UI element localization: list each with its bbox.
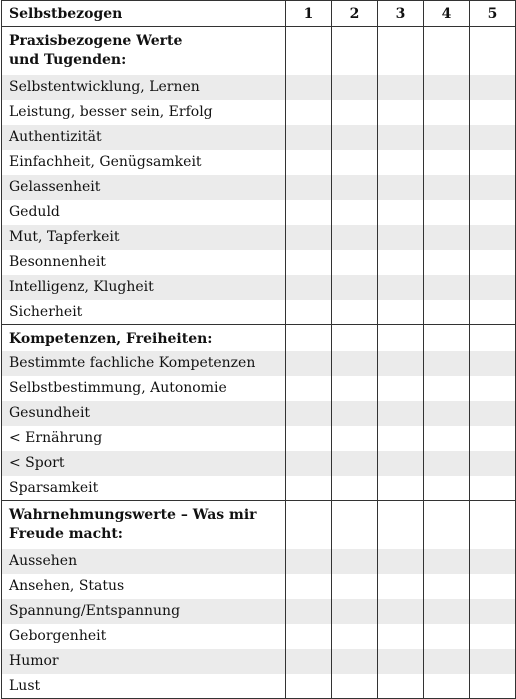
rating-cell-2[interactable]	[332, 401, 378, 426]
rating-cell-2[interactable]	[332, 125, 378, 150]
rating-cell-4[interactable]	[424, 250, 470, 275]
rating-cell-3[interactable]	[378, 351, 424, 376]
column-header-5: 5	[470, 1, 516, 27]
rating-cell-4[interactable]	[424, 325, 470, 351]
value-label: < Sport	[2, 451, 286, 476]
group-heading: Praxisbezogene Werte und Tugenden:	[2, 27, 286, 75]
rating-cell-4[interactable]	[424, 300, 470, 325]
value-label: Lust	[2, 674, 286, 699]
value-label: Sparsamkeit	[2, 476, 286, 501]
rating-cell-3[interactable]	[378, 476, 424, 501]
rating-cell-5[interactable]	[470, 200, 516, 225]
rating-cell-4[interactable]	[424, 275, 470, 300]
rating-cell-1[interactable]	[286, 325, 332, 351]
value-row	[2, 125, 516, 150]
rating-cell-1[interactable]	[286, 150, 332, 175]
value-label: Aussehen	[2, 549, 286, 574]
rating-cell-2[interactable]	[332, 250, 378, 275]
rating-cell-4[interactable]	[424, 100, 470, 125]
rating-cell-5[interactable]	[470, 250, 516, 275]
rating-cell-1[interactable]	[286, 275, 332, 300]
column-header-4: 4	[424, 1, 470, 27]
rating-cell-3[interactable]	[378, 175, 424, 200]
rating-cell-4[interactable]	[424, 75, 470, 100]
rating-cell-1[interactable]	[286, 100, 332, 125]
rating-cell-3[interactable]	[378, 75, 424, 100]
rating-cell-3[interactable]	[378, 275, 424, 300]
rating-cell-2[interactable]	[332, 100, 378, 125]
rating-cell-5[interactable]	[470, 300, 516, 325]
rating-cell-4[interactable]	[424, 451, 470, 476]
rating-cell-4[interactable]	[424, 351, 470, 376]
value-row	[2, 225, 516, 250]
rating-cell-2[interactable]	[332, 451, 378, 476]
rating-cell-2[interactable]	[332, 376, 378, 401]
rating-cell-4[interactable]	[424, 674, 470, 699]
value-row	[2, 599, 516, 624]
rating-cell-2[interactable]	[332, 300, 378, 325]
header-row	[2, 1, 516, 27]
rating-cell-3[interactable]	[378, 674, 424, 699]
rating-cell-1[interactable]	[286, 426, 332, 451]
value-row	[2, 401, 516, 426]
value-label: Spannung/Entspannung	[2, 599, 286, 624]
rating-cell-3[interactable]	[378, 376, 424, 401]
value-label: Sicherheit	[2, 300, 286, 325]
value-label: Einfachheit, Genügsamkeit	[2, 150, 286, 175]
rating-cell-5[interactable]	[470, 100, 516, 125]
rating-cell-5[interactable]	[470, 501, 516, 549]
rating-cell-4[interactable]	[424, 476, 470, 501]
rating-cell-3[interactable]	[378, 125, 424, 150]
rating-cell-4[interactable]	[424, 175, 470, 200]
value-row	[2, 275, 516, 300]
rating-cell-5[interactable]	[470, 225, 516, 250]
rating-cell-5[interactable]	[470, 649, 516, 674]
value-row	[2, 426, 516, 451]
rating-cell-1[interactable]	[286, 125, 332, 150]
rating-cell-3[interactable]	[378, 426, 424, 451]
rating-cell-3[interactable]	[378, 27, 424, 75]
column-header-3: 3	[378, 1, 424, 27]
value-row	[2, 649, 516, 674]
rating-cell-5[interactable]	[470, 476, 516, 501]
rating-cell-3[interactable]	[378, 150, 424, 175]
rating-cell-2[interactable]	[332, 501, 378, 549]
group-heading-row	[2, 27, 516, 75]
group-heading: Wahrnehmungswerte – Was mir Freude macht:	[2, 501, 286, 549]
values-table	[1, 0, 516, 699]
rating-cell-2[interactable]	[332, 351, 378, 376]
rating-cell-5[interactable]	[470, 451, 516, 476]
rating-cell-1[interactable]	[286, 200, 332, 225]
rating-cell-3[interactable]	[378, 300, 424, 325]
rating-cell-5[interactable]	[470, 401, 516, 426]
rating-cell-2[interactable]	[332, 599, 378, 624]
rating-cell-2[interactable]	[332, 674, 378, 699]
rating-cell-1[interactable]	[286, 376, 332, 401]
value-row	[2, 674, 516, 699]
rating-cell-2[interactable]	[332, 325, 378, 351]
rating-cell-5[interactable]	[470, 27, 516, 75]
rating-cell-2[interactable]	[332, 426, 378, 451]
rating-cell-1[interactable]	[286, 501, 332, 549]
rating-cell-4[interactable]	[424, 426, 470, 451]
rating-cell-4[interactable]	[424, 150, 470, 175]
rating-cell-1[interactable]	[286, 351, 332, 376]
rating-cell-4[interactable]	[424, 225, 470, 250]
rating-cell-5[interactable]	[470, 549, 516, 574]
rating-cell-5[interactable]	[470, 426, 516, 451]
rating-cell-1[interactable]	[286, 225, 332, 250]
rating-cell-1[interactable]	[286, 599, 332, 624]
rating-cell-2[interactable]	[332, 275, 378, 300]
value-label: Geborgenheit	[2, 624, 286, 649]
rating-cell-1[interactable]	[286, 624, 332, 649]
rating-cell-5[interactable]	[470, 275, 516, 300]
value-label: Gelassenheit	[2, 175, 286, 200]
rating-cell-1[interactable]	[286, 549, 332, 574]
value-label: Mut, Tapferkeit	[2, 225, 286, 250]
rating-cell-5[interactable]	[470, 376, 516, 401]
value-row	[2, 624, 516, 649]
rating-cell-3[interactable]	[378, 624, 424, 649]
column-header-2: 2	[332, 1, 378, 27]
rating-cell-1[interactable]	[286, 476, 332, 501]
rating-cell-1[interactable]	[286, 401, 332, 426]
rating-cell-4[interactable]	[424, 599, 470, 624]
rating-cell-2[interactable]	[332, 624, 378, 649]
value-row	[2, 451, 516, 476]
rating-cell-3[interactable]	[378, 549, 424, 574]
value-row	[2, 175, 516, 200]
value-row	[2, 75, 516, 100]
rating-cell-3[interactable]	[378, 501, 424, 549]
rating-cell-2[interactable]	[332, 549, 378, 574]
rating-cell-3[interactable]	[378, 401, 424, 426]
rating-cell-1[interactable]	[286, 649, 332, 674]
value-row	[2, 100, 516, 125]
rating-cell-5[interactable]	[470, 125, 516, 150]
rating-cell-2[interactable]	[332, 75, 378, 100]
rating-cell-2[interactable]	[332, 150, 378, 175]
rating-cell-5[interactable]	[470, 150, 516, 175]
rating-cell-4[interactable]	[424, 27, 470, 75]
rating-cell-4[interactable]	[424, 501, 470, 549]
rating-cell-2[interactable]	[332, 649, 378, 674]
rating-cell-1[interactable]	[286, 27, 332, 75]
value-row	[2, 549, 516, 574]
rating-cell-3[interactable]	[378, 200, 424, 225]
value-row	[2, 200, 516, 225]
value-label: < Ernährung	[2, 426, 286, 451]
rating-cell-4[interactable]	[424, 125, 470, 150]
value-label: Intelligenz, Klugheit	[2, 275, 286, 300]
group-heading-row	[2, 325, 516, 351]
value-row	[2, 150, 516, 175]
rating-cell-2[interactable]	[332, 200, 378, 225]
rating-cell-5[interactable]	[470, 674, 516, 699]
value-row	[2, 351, 516, 376]
value-label: Ansehen, Status	[2, 574, 286, 599]
rating-cell-4[interactable]	[424, 649, 470, 674]
rating-cell-5[interactable]	[470, 574, 516, 599]
rating-cell-2[interactable]	[332, 27, 378, 75]
value-row	[2, 300, 516, 325]
rating-cell-5[interactable]	[470, 351, 516, 376]
rating-cell-3[interactable]	[378, 649, 424, 674]
value-label: Humor	[2, 649, 286, 674]
rating-cell-4[interactable]	[424, 401, 470, 426]
rating-cell-5[interactable]	[470, 325, 516, 351]
table-body	[2, 27, 516, 699]
rating-cell-5[interactable]	[470, 175, 516, 200]
rating-cell-2[interactable]	[332, 574, 378, 599]
table-title: Selbstbezogen	[2, 1, 286, 27]
rating-cell-5[interactable]	[470, 75, 516, 100]
value-label: Besonnenheit	[2, 250, 286, 275]
value-label: Leistung, besser sein, Erfolg	[2, 100, 286, 125]
rating-cell-3[interactable]	[378, 100, 424, 125]
rating-cell-3[interactable]	[378, 325, 424, 351]
group-heading: Kompetenzen, Freiheiten:	[2, 325, 286, 351]
value-row	[2, 250, 516, 275]
value-label: Selbstbestimmung, Autonomie	[2, 376, 286, 401]
value-label: Authentizität	[2, 125, 286, 150]
rating-cell-4[interactable]	[424, 200, 470, 225]
rating-cell-1[interactable]	[286, 674, 332, 699]
rating-cell-1[interactable]	[286, 75, 332, 100]
rating-cell-1[interactable]	[286, 300, 332, 325]
rating-cell-5[interactable]	[470, 599, 516, 624]
rating-cell-2[interactable]	[332, 476, 378, 501]
value-row	[2, 376, 516, 401]
column-header-1: 1	[286, 1, 332, 27]
value-label: Geduld	[2, 200, 286, 225]
rating-cell-4[interactable]	[424, 624, 470, 649]
rating-cell-4[interactable]	[424, 376, 470, 401]
rating-cell-3[interactable]	[378, 599, 424, 624]
rating-cell-2[interactable]	[332, 225, 378, 250]
rating-cell-2[interactable]	[332, 175, 378, 200]
rating-cell-4[interactable]	[424, 549, 470, 574]
rating-cell-4[interactable]	[424, 574, 470, 599]
rating-cell-5[interactable]	[470, 624, 516, 649]
value-label: Bestimmte fachliche Kompetenzen	[2, 351, 286, 376]
rating-cell-1[interactable]	[286, 451, 332, 476]
value-label: Gesundheit	[2, 401, 286, 426]
group-heading-row	[2, 501, 516, 549]
value-label: Selbstentwicklung, Lernen	[2, 75, 286, 100]
rating-cell-1[interactable]	[286, 574, 332, 599]
value-row	[2, 574, 516, 599]
rating-cell-3[interactable]	[378, 225, 424, 250]
rating-cell-3[interactable]	[378, 451, 424, 476]
rating-cell-1[interactable]	[286, 175, 332, 200]
value-row	[2, 476, 516, 501]
rating-cell-1[interactable]	[286, 250, 332, 275]
rating-cell-3[interactable]	[378, 574, 424, 599]
rating-cell-3[interactable]	[378, 250, 424, 275]
